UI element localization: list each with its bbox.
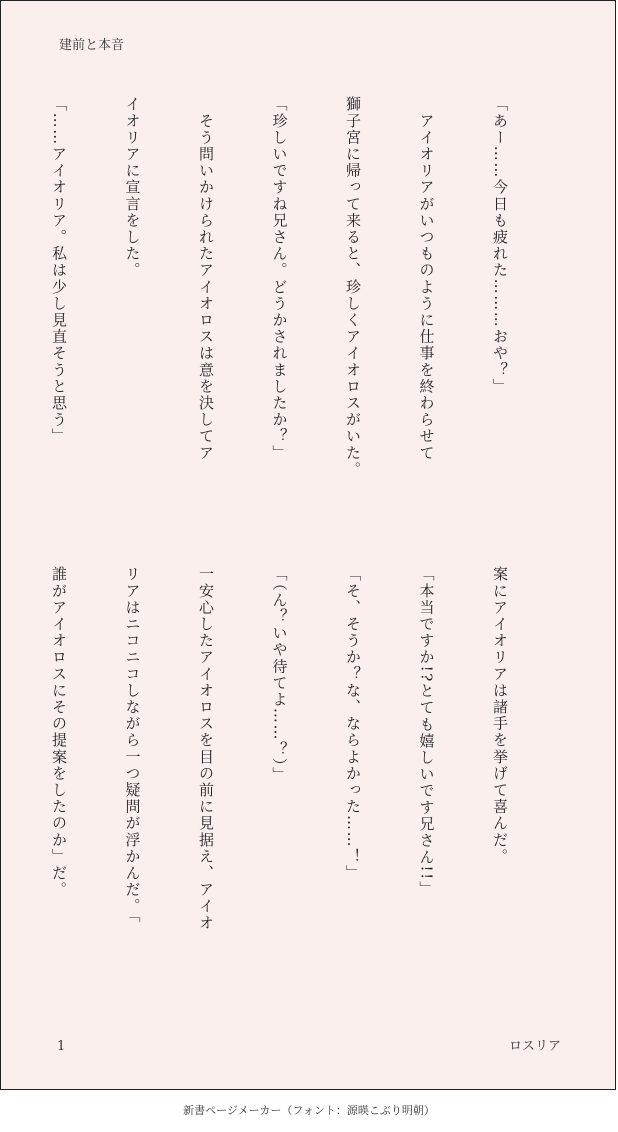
text-line: 「……アイオリア。私は少し見直そうと思う」 [50,96,68,445]
text-block-bottom [50,566,561,996]
page-title: 建前と本音 [59,38,125,53]
text-block-top [50,96,561,526]
author-name: ロスリア [508,1039,561,1054]
text-line: 「珍しいですね兄さん。どうかされましたか？」 [270,96,289,462]
text-line: イオリアに宣言をした。 [123,96,142,279]
text-line: アイオリアがいつものように仕事を終わらせて [417,96,436,462]
text-line: そう問いかけられたアイオロスは意を決してア [197,96,215,462]
text-line: 案にアイオリアは諸手を挙げて喜んだ。 [491,566,509,865]
text-line: 「（ん？いや待てよ……？）」 [270,566,289,784]
text-line: 「本当ですか!?とても嬉しいです兄さん!!」 [417,566,436,898]
text-line: 一安心したアイオロスを目の前に見据え、アイオ [197,566,215,932]
footer-credit: 新書ページメーカー（フォント：源暎こぶり明朝） [183,1104,435,1117]
text-line: 獅子宮に帰って来ると、珍しくアイオロスがいた。 [344,96,362,478]
text-line: 誰がアイオロスにその提案をしたのか」だ。 [50,566,68,898]
text-line: リアはニコニコしながら一つ疑問が浮かんだ。「 [123,566,142,924]
text-line: 「そ、そうか？な、ならよかった……！」 [344,566,362,882]
page-number: 1 [57,1039,66,1054]
text-line: 「あー……今日も疲れた………おや？」 [491,96,509,395]
